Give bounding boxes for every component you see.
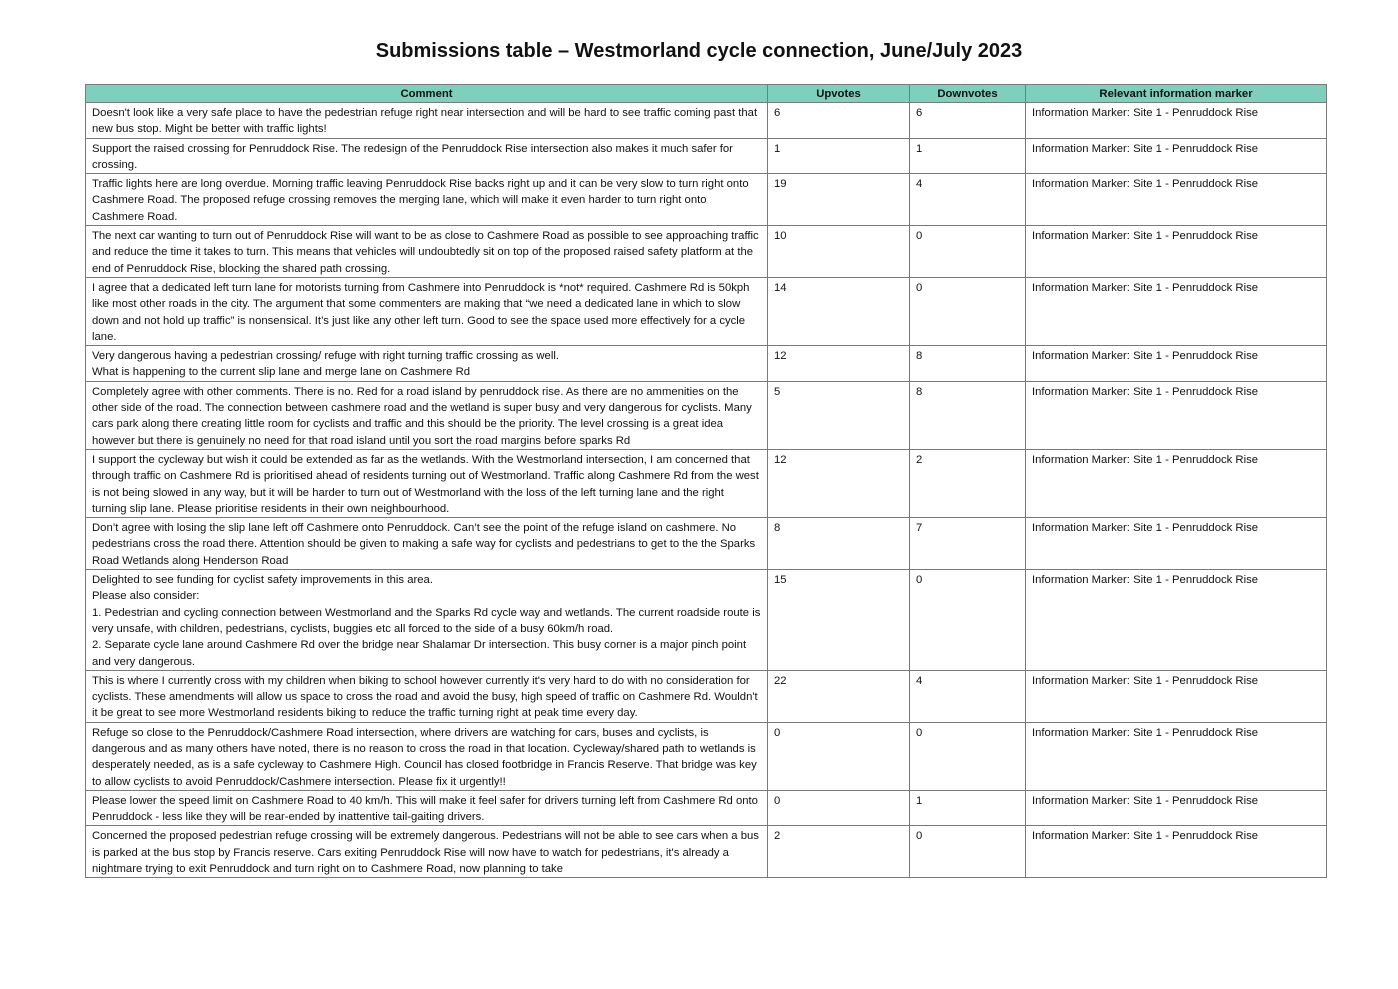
marker-cell: Information Marker: Site 1 - Penruddock Rise: [1026, 670, 1327, 722]
comment-cell: Support the raised crossing for Penruddock Rise. The redesign of the Penruddock Rise intersection also makes it much safer for crossing.: [86, 138, 768, 174]
upvotes-cell: 5: [768, 381, 910, 449]
page-title: Submissions table – Westmorland cycle connection, June/July 2023: [375, 40, 1023, 62]
marker-cell: Information Marker: Site 1 - Penruddock Rise: [1026, 722, 1327, 790]
upvotes-cell: 19: [768, 174, 910, 226]
table-row: [86, 670, 1327, 722]
downvotes-cell: 0: [910, 570, 1026, 671]
marker-cell: Information Marker: Site 1 - Penruddock Rise: [1026, 449, 1327, 517]
downvotes-cell: 4: [910, 670, 1026, 722]
downvotes-cell: 8: [910, 381, 1026, 449]
downvotes-cell: 0: [910, 722, 1026, 790]
table-row: [86, 381, 1327, 449]
upvotes-cell: 10: [768, 226, 910, 278]
comment-cell: Don’t agree with losing the slip lane left off Cashmere onto Penruddock. Can’t see the point of the refuge island on cashmere. No pedestrians cross the road there. Attention should be given to making a safe way for cyclists and pedestrians to get to the the Sparks Road Wetlands along Henderson Road: [86, 518, 768, 570]
downvotes-cell: 7: [910, 518, 1026, 570]
comment-cell: Traffic lights here are long overdue. Morning traffic leaving Penruddock Rise backs right up and it can be very slow to turn right onto Cashmere Road. The proposed refuge crossing removes the merging lane, which will make it even harder to turn right onto Cashmere Road.: [86, 174, 768, 226]
comment-cell: Delighted to see funding for cyclist safety improvements in this area. Please also consider: 1. Pedestrian and cycling connection between Westmorland and the Sparks Rd cycle way and wetlands. The current roadside route is very unsafe, with children, pedestrians, cyclists, buggies etc all forced to the side of a busy 60km/h road. 2. Separate cycle lane around Cashmere Rd over the bridge near Shalamar Dr intersection. This busy corner is a major pinch point and very dangerous.: [86, 570, 768, 671]
table-row: [86, 518, 1327, 570]
comment-cell: Refuge so close to the Penruddock/Cashmere Road intersection, where drivers are watching for cars, buses and cyclists, is dangerous and as many others have noted, there is no reason to cross the road in that location. Cycleway/shared path to wetlands is desperately needed, as is a safe cycleway to Cashmere High. Council has closed footbridge in Francis Reserve. That bridge was key to allow cyclists to avoid Penruddock/Cashmere intersection. Please fix it urgently!!: [86, 722, 768, 790]
upvotes-cell: 2: [768, 826, 910, 878]
downvotes-cell: 1: [910, 790, 1026, 826]
table-row: [86, 722, 1327, 790]
comment-cell: Very dangerous having a pedestrian crossing/ refuge with right turning traffic crossing as well. What is happening to the current slip lane and merge lane on Cashmere Rd: [86, 346, 768, 382]
submissions-table: [85, 84, 1327, 878]
downvotes-cell: 1: [910, 138, 1026, 174]
marker-cell: Information Marker: Site 1 - Penruddock Rise: [1026, 138, 1327, 174]
marker-cell: Information Marker: Site 1 - Penruddock Rise: [1026, 826, 1327, 878]
marker-cell: Information Marker: Site 1 - Penruddock Rise: [1026, 277, 1327, 345]
table-row: [86, 826, 1327, 878]
marker-cell: Information Marker: Site 1 - Penruddock Rise: [1026, 103, 1327, 139]
upvotes-cell: 15: [768, 570, 910, 671]
table-row: [86, 346, 1327, 382]
marker-cell: Information Marker: Site 1 - Penruddock Rise: [1026, 518, 1327, 570]
table-row: [86, 449, 1327, 517]
comment-cell: Concerned the proposed pedestrian refuge crossing will be extremely dangerous. Pedestrians will not be able to see cars when a bus is parked at the bus stop by Francis reserve. Cars exiting Penruddock Rise will now have to watch for pedestrians, it's already a nightmare trying to exit Penruddock and turn right on to Cashmere Road, now planning to take: [86, 826, 768, 878]
comment-cell: I agree that a dedicated left turn lane for motorists turning from Cashmere into Penruddock is *not* required. Cashmere Rd is 50kph like most other roads in the city. The argument that some commenters are making that “we need a dedicated lane in which to slow down and not hold up traffic” is nonsensical. It’s just like any other left turn. Good to see the space used more effectively for a cycle lane.: [86, 277, 768, 345]
downvotes-cell: 4: [910, 174, 1026, 226]
comment-cell: I support the cycleway but wish it could be extended as far as the wetlands. With the Westmorland intersection, I am concerned that through traffic on Cashmere Rd is prioritised ahead of residents turning out of Westmorland. Traffic along Cashmere Rd from the west is not being slowed in any way, but it will be harder to turn out of Westmorland with the loss of the left turning lane and the right turning slip lane. Please prioritise residents in their own neighbourhood.: [86, 449, 768, 517]
comment-cell: Please lower the speed limit on Cashmere Road to 40 km/h. This will make it feel safer for drivers turning left from Cashmere Rd onto Penruddock - less like they will be rear-ended by inattentive tail-gaiting drivers.: [86, 790, 768, 826]
comment-cell: Doesn't look like a very safe place to have the pedestrian refuge right near intersection and will be hard to see traffic coming past that new bus stop. Might be better with traffic lights!: [86, 103, 768, 139]
table-row: [86, 138, 1327, 174]
upvotes-cell: 12: [768, 449, 910, 517]
table-row: [86, 570, 1327, 671]
comment-cell: The next car wanting to turn out of Penruddock Rise will want to be as close to Cashmere Road as possible to see approaching traffic and reduce the time it takes to turn. This means that vehicles will undoubtedly sit on top of the proposed raised safety platform at the end of Penruddock Rise, blocking the shared path crossing.: [86, 226, 768, 278]
downvotes-cell: 2: [910, 449, 1026, 517]
comment-cell: Completely agree with other comments. There is no. Red for a road island by penruddock rise. As there are no ammenities on the other side of the road. The connection between cashmere road and the wetland is super busy and very dangerous for cyclists. Many cars park along there creating little room for cyclists and traffic and this should be the priority. The level crossing is a great idea however but there is genuinely no need for that road island until you sort the road margins before sparks Rd: [86, 381, 768, 449]
downvotes-cell: 6: [910, 103, 1026, 139]
upvotes-cell: 22: [768, 670, 910, 722]
downvotes-cell: 8: [910, 346, 1026, 382]
table-row: [86, 174, 1327, 226]
marker-cell: Information Marker: Site 1 - Penruddock Rise: [1026, 174, 1327, 226]
marker-cell: Information Marker: Site 1 - Penruddock Rise: [1026, 346, 1327, 382]
column-header-marker: Relevant information marker: [1026, 85, 1327, 103]
downvotes-cell: 0: [910, 277, 1026, 345]
table-row: [86, 226, 1327, 278]
table-header-row: [86, 85, 1327, 103]
marker-cell: Information Marker: Site 1 - Penruddock Rise: [1026, 226, 1327, 278]
upvotes-cell: 6: [768, 103, 910, 139]
column-header-comment: Comment: [86, 85, 768, 103]
downvotes-cell: 0: [910, 226, 1026, 278]
upvotes-cell: 1: [768, 138, 910, 174]
upvotes-cell: 8: [768, 518, 910, 570]
marker-cell: Information Marker: Site 1 - Penruddock Rise: [1026, 381, 1327, 449]
table-row: [86, 103, 1327, 139]
upvotes-cell: 0: [768, 790, 910, 826]
marker-cell: Information Marker: Site 1 - Penruddock Rise: [1026, 790, 1327, 826]
upvotes-cell: 12: [768, 346, 910, 382]
downvotes-cell: 0: [910, 826, 1026, 878]
table-row: [86, 790, 1327, 826]
comment-cell: This is where I currently cross with my children when biking to school however currently it's very hard to do with no consideration for cyclists. These amendments will allow us space to cross the road and avoid the busy, high speed of traffic on Cashmere Rd. Wouldn't it be great to see more Westmorland residents biking to reduce the traffic turning right at peak time every day.: [86, 670, 768, 722]
upvotes-cell: 0: [768, 722, 910, 790]
column-header-upvotes: Upvotes: [768, 85, 910, 103]
table-row: [86, 277, 1327, 345]
upvotes-cell: 14: [768, 277, 910, 345]
marker-cell: Information Marker: Site 1 - Penruddock Rise: [1026, 570, 1327, 671]
column-header-downvotes: Downvotes: [910, 85, 1026, 103]
